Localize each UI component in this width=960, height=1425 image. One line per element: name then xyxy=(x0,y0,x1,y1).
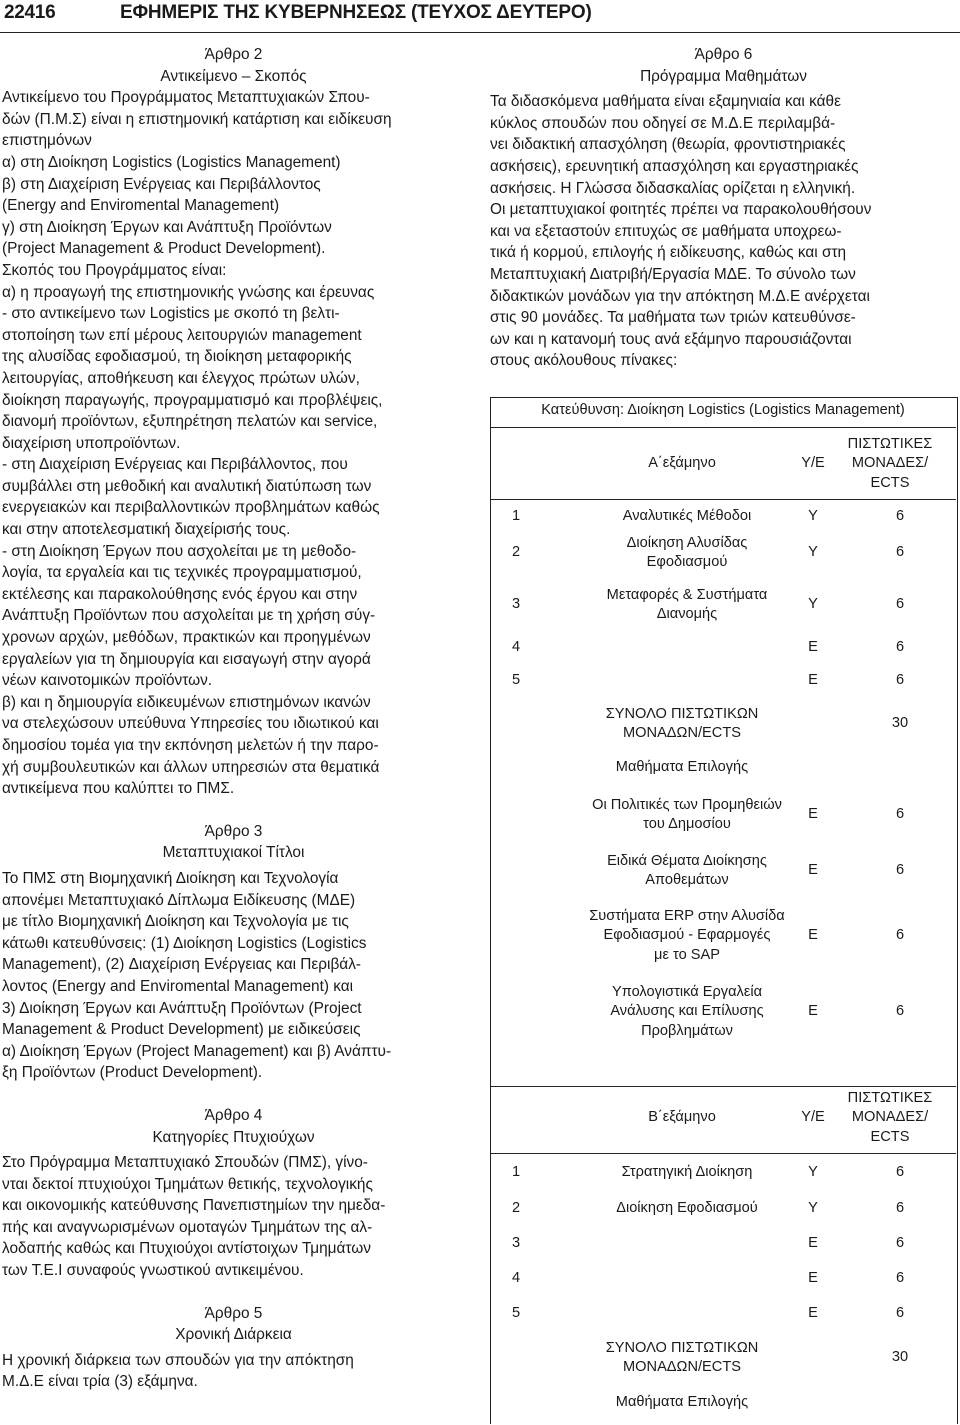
table-row xyxy=(490,1391,956,1415)
article-3-line: 3) Διοίκηση Έργων και Ανάπτυξη Προϊόντων (Project xyxy=(2,999,362,1017)
article-6-line: στους ακόλουθους πίνακες: xyxy=(490,352,678,370)
article-2-line: γ) στη Διοίκηση Έργων και Ανάπτυξη Προϊόντων xyxy=(2,218,332,236)
total-label: ΜΟΝΑΔΩΝ/ECTS xyxy=(623,1359,741,1375)
semester-a-label: Α΄εξάμηνο xyxy=(648,455,716,471)
elective-ects: 6 xyxy=(895,862,905,879)
elective-type: Ε xyxy=(808,862,818,879)
course-ects: 6 xyxy=(895,1235,905,1252)
table-row xyxy=(490,431,956,497)
table-row xyxy=(490,1085,956,1151)
column-ects-header: ECTS xyxy=(870,474,910,491)
course-name: Διοίκηση Εφοδιασμού xyxy=(616,1200,758,1217)
article-3-line: κάτωθι κατευθύνσεις: (1) Διοίκηση Logistics (Logistics xyxy=(2,934,367,952)
article-2-line: Αντικείμενο του Προγράμματος Μεταπτυχιακών Σπου- xyxy=(2,89,370,107)
article-4-line: Στο Πρόγραμμα Μεταπτυχιακό Σπουδών (ΠΜΣ), γίνο- xyxy=(2,1154,368,1172)
elective-name: Ανάλυσης και Επίλυσης xyxy=(610,1003,764,1020)
article-2-line: λογία, τα εργαλεία και τις τεχνικές προγραμματισμού, xyxy=(2,564,362,582)
column-ects-header: ΜΟΝΑΔΕΣ/ xyxy=(851,455,929,472)
table-rule xyxy=(490,427,956,428)
article-2-line: στοποίηση των επί μέρους λειτουργιών management xyxy=(2,326,362,344)
course-type: Υ xyxy=(808,544,818,561)
article-2-line: διοίκηση παραγωγής, προγραμματισμό και προβλέψεις, xyxy=(2,391,383,409)
article-3-line: α) Διοίκηση Έργων (Project Management) και β) Ανάπτυ- xyxy=(2,1042,392,1060)
course-number: 2 xyxy=(512,544,521,561)
electives-label: Μαθήματα Επιλογής xyxy=(615,1394,749,1410)
total-label: ΜΟΝΑΔΩΝ/ECTS xyxy=(623,725,741,741)
course-number: 5 xyxy=(512,672,521,689)
article-2-line: - στη Διοίκηση Έργων που ασχολείται με τη μεθοδο- xyxy=(2,542,357,560)
electives-label: Μαθήματα Επιλογής xyxy=(615,759,749,775)
column-ects-header: ΠΙΣΤΩΤΙΚΕΣ xyxy=(847,1089,933,1106)
elective-name: του Δημοσίου xyxy=(643,816,731,832)
article-2-line: Σκοπός του Προγράμματος είναι: xyxy=(2,261,227,279)
article-3-line: ξη Προϊόντων (Product Development). xyxy=(2,1064,263,1082)
elective-type: Ε xyxy=(808,1003,818,1020)
total-label: ΣΥΝΟΛΟ ΠΙΣΤΩΤΙΚΩΝ xyxy=(605,705,759,722)
article-4-title: Κατηγορίες Πτυχιούχων xyxy=(152,1128,315,1146)
elective-name: Αποθεμάτων xyxy=(645,872,729,888)
article-6-line: στις 90 μονάδες. Τα μαθήματα των τριών κατευθύνσε- xyxy=(490,309,856,327)
course-ects: 6 xyxy=(895,596,905,613)
article-2-line: δών (Π.Μ.Σ) είναι η επιστημονική κατάρτιση και ειδίκευση xyxy=(2,110,392,128)
course-type: Ε xyxy=(808,639,818,656)
course-ects: 6 xyxy=(895,544,905,561)
article-2-line: λειτουργίας, αποθήκευση και έλεγχος πρώτων υλών, xyxy=(2,369,360,387)
course-number: 2 xyxy=(512,1200,521,1217)
article-2-line: διανομή προϊόντων, εξυπηρέτηση πελατών και service, xyxy=(2,413,378,431)
article-2-line: ενεργειακών και περιβαλλοντικών προβλημάτων καθώς xyxy=(2,499,380,517)
table-row xyxy=(490,1160,956,1186)
course-ects: 6 xyxy=(895,1305,905,1322)
spacer xyxy=(2,800,465,821)
column-ects-header: ΜΟΝΑΔΕΣ/ xyxy=(851,1109,929,1126)
article-2-line: να στελεχώσουν υπεύθυνα Υπηρεσίες του ιδιωτικού και xyxy=(2,715,379,733)
course-ects: 6 xyxy=(895,1270,905,1287)
table-rule xyxy=(490,1153,956,1154)
article-6-line: ασκήσεις. Η Γλώσσα διδασκαλίας ορίζεται η ελληνική. xyxy=(490,179,856,197)
elective-type: Ε xyxy=(808,806,818,823)
article-3-line: με τίτλο Βιομηχανική Διοίκηση και Τεχνολογία με τις xyxy=(2,913,349,931)
article-2-line: διαχείριση υποπροϊόντων. xyxy=(2,434,181,452)
article-6-title: Πρόγραμμα Μαθημάτων xyxy=(640,67,807,85)
column-ects-header: ECTS xyxy=(870,1128,910,1145)
semester-b-label: Β΄εξάμηνο xyxy=(648,1109,716,1125)
page-number: 22416 xyxy=(4,2,56,23)
article-2-line: δημοσίου τομέα για την εκπόνηση μελετών ή την παρο- xyxy=(2,737,379,754)
table-caption: Κατεύθυνση: Διοίκηση Logistics (Logistics Management) xyxy=(541,402,905,418)
course-name: Διανομής xyxy=(656,606,718,622)
table-row xyxy=(490,979,956,1045)
article-2-line: συμβάλλει στη μεθοδική και αναλυτική διατύπωση των xyxy=(2,477,372,495)
article-6-line: κύκλος σπουδών που οδηγεί σε Μ.Δ.Ε περιλαμβά- xyxy=(490,114,836,132)
table-row xyxy=(490,666,956,696)
column-ects-header: ΠΙΣΤΩΤΙΚΕΣ xyxy=(847,435,933,452)
article-6-line: Τα διδασκόμενα μαθήματα είναι εξαμηνιαία και κάθε xyxy=(490,93,841,111)
table-row xyxy=(490,1266,956,1292)
elective-ects: 6 xyxy=(895,1003,905,1020)
article-3-line: λοντος (Energy and Enviromental Management) και xyxy=(2,977,354,995)
table-row xyxy=(490,1231,956,1257)
table-row xyxy=(490,1336,956,1380)
total-label: ΣΥΝΟΛΟ ΠΙΣΤΩΤΙΚΩΝ xyxy=(605,1339,759,1356)
course-name: Εφοδιασμού xyxy=(646,554,728,570)
article-3-line: Το ΠΜΣ στη Βιομηχανική Διοίκηση και Τεχνολογία xyxy=(2,869,339,887)
article-2-line: α) στη Διοίκηση Logistics (Logistics Management) xyxy=(2,153,341,171)
article-5-heading: Άρθρο 5 xyxy=(204,1304,263,1322)
article-2-line: β) και η δημιουργία ειδικευμένων επιστημόνων ικανών xyxy=(2,693,371,711)
table-row xyxy=(490,532,956,574)
article-2-line: β) στη Διαχείριση Ενέργειας και Περιβάλλοντος xyxy=(2,175,321,193)
elective-name: Υπολογιστικά Εργαλεία xyxy=(611,983,763,1000)
table-row xyxy=(490,792,956,838)
article-2-heading: Άρθρο 2 xyxy=(204,46,263,63)
article-2-line: - στο αντικείμενο των Logistics με σκοπό τη βελτι- xyxy=(2,305,340,323)
course-number: 4 xyxy=(512,1270,521,1287)
article-6-line: ων και η κατανομή τους ανά εξάμηνο παρουσιάζονται xyxy=(490,330,852,348)
spacer xyxy=(2,1282,465,1303)
left-column xyxy=(2,44,465,1393)
column-type-header: Υ/Ε xyxy=(801,1109,825,1125)
table-row xyxy=(490,1196,956,1222)
page-header xyxy=(0,0,960,36)
right-column xyxy=(490,44,957,372)
course-type: Υ xyxy=(808,1200,818,1217)
table-row xyxy=(490,848,956,894)
course-ects: 6 xyxy=(895,1164,905,1181)
course-name: Μεταφορές & Συστήματα xyxy=(606,586,768,603)
elective-name: Εφοδιασμού - Εφαρμογές xyxy=(603,927,771,944)
table-row xyxy=(490,903,956,969)
elective-type: Ε xyxy=(808,927,818,944)
article-2-line: (Project Management & Product Development). xyxy=(2,240,326,258)
elective-name: Ειδικά Θέματα Διοίκησης xyxy=(607,852,767,869)
total-value: 30 xyxy=(891,715,909,731)
course-type: Ε xyxy=(808,1305,818,1322)
gazette-title: ΕΦΗΜΕΡΙΣ ΤΗΣ ΚΥΒΕΡΝΗΣΕΩΣ (ΤΕΥΧΟΣ ΔΕΥΤΕΡΟ) xyxy=(120,2,592,23)
article-2-line: χρονων αρχών, μεθόδων, πρακτικών και προηγμένων xyxy=(2,629,371,647)
table-row xyxy=(490,702,956,746)
header-rule xyxy=(0,32,960,33)
course-number: 1 xyxy=(512,508,521,525)
table-rule xyxy=(490,499,956,500)
article-6-line: διδακτικών μονάδων για την απόκτηση Μ.Δ.Ε ανέρχεται xyxy=(490,287,870,305)
article-6-line: ασκήσεις), ερευνητική απασχόληση και εργαστηριακές xyxy=(490,157,859,175)
article-6-line: νει διδακτική απασχόληση (θεωρία, φροντιστηριακές xyxy=(490,136,846,154)
article-2-line: και στην αποτελεσματική διαχείρισής τους. xyxy=(2,521,291,539)
article-2-line: της αλυσίδας εφοδιασμού, τη διοίκηση μεταφορικής xyxy=(2,348,352,366)
elective-name: Προβλημάτων xyxy=(641,1022,733,1039)
table-row xyxy=(490,633,956,663)
course-name: Στρατηγική Διοίκηση xyxy=(621,1164,753,1181)
course-type: Ε xyxy=(808,672,818,689)
article-5-title: Χρονική Διάρκεια xyxy=(175,1326,292,1344)
article-3-line: Management), (2) Διαχείριση Ενέργειας και Περιβάλ- xyxy=(2,956,362,974)
course-ects: 6 xyxy=(895,508,905,525)
article-3-line: απονέμει Μεταπτυχιακό Δίπλωμα Ειδίκευσης (ΜΔΕ) xyxy=(2,891,356,909)
article-4-heading: Άρθρο 4 xyxy=(204,1106,263,1124)
course-number: 3 xyxy=(512,596,521,613)
course-name: Αναλυτικές Μέθοδοι xyxy=(622,508,752,525)
article-5-line: Μ.Δ.Ε είναι τρία (3) εξάμηνα. xyxy=(2,1373,198,1391)
article-2-title: Αντικείμενο – Σκοπός xyxy=(160,67,307,85)
course-type: Υ xyxy=(808,1164,818,1181)
course-ects: 6 xyxy=(895,1200,905,1217)
article-2-line: (Energy and Enviromental Management) xyxy=(2,197,280,215)
table-row xyxy=(490,1301,956,1327)
article-2-line: χή συμβουλευτικών και άλλων υπηρεσιών στα θεματικά xyxy=(2,758,380,776)
article-4-line: νται δεκτοί πτυχιούχοι Τμημάτων θετικής, τεχνολογικής xyxy=(2,1175,373,1193)
article-2-line: εργαλείων για τη δημιουργία και εισαγωγή στην αγορά xyxy=(2,650,371,668)
article-3-line: Management & Product Development) με ειδικεύσεις xyxy=(2,1021,361,1039)
course-type: Ε xyxy=(808,1235,818,1252)
article-2-line: Ανάπτυξη Προϊόντων που ασχολείται με τη χρήση σύγ- xyxy=(2,607,376,625)
elective-ects: 6 xyxy=(895,806,905,823)
table-row xyxy=(490,756,956,780)
course-number: 3 xyxy=(512,1235,521,1252)
article-2-line: νέων καινοτομικών προϊόντων. xyxy=(2,672,213,690)
course-type: Ε xyxy=(808,1270,818,1287)
article-2-line: εκτέλεσης και παρακολούθησης ενός έργου και στην xyxy=(2,585,358,603)
article-5-line: Η χρονική διάρκεια των σπουδών για την απόκτηση xyxy=(2,1351,354,1369)
elective-ects: 6 xyxy=(895,927,905,944)
course-name: Διοίκηση Αλυσίδας xyxy=(626,534,748,551)
spacer xyxy=(2,1084,465,1105)
column-type-header: Υ/Ε xyxy=(801,455,825,471)
article-3-heading: Άρθρο 3 xyxy=(204,822,263,840)
table-row xyxy=(490,503,956,531)
article-2-line: επιστημόνων xyxy=(2,132,92,150)
course-ects: 6 xyxy=(895,672,905,689)
article-2-line: α) η προαγωγή της επιστημονικής γνώσης και έρευνας xyxy=(2,283,375,301)
article-4-line: πής και αναγνωρισμένων ομοταγών Τμημάτων της αλ- xyxy=(2,1218,373,1236)
article-6-line: τικά ή κορμού, επιλογής ή ειδίκευσης, καθώς και στη xyxy=(490,244,847,262)
article-6-line: και να εξεταστούν επιτυχώς σε μαθήματα υποχρεω- xyxy=(490,222,842,240)
total-value: 30 xyxy=(891,1349,909,1365)
elective-name: με το SAP xyxy=(654,946,720,963)
article-6-line: Μεταπτυχιακή Διατριβή/Εργασία ΜΔΕ. Το σύνολο των xyxy=(490,265,856,283)
table-row xyxy=(490,580,956,630)
article-2-line: - στη Διαχείριση Ενέργειας και Περιβάλλοντος, που xyxy=(2,456,348,474)
course-ects: 6 xyxy=(895,639,905,656)
article-4-line: των Τ.Ε.Ι συναφούς γνωστικού αντικειμένου. xyxy=(2,1262,304,1280)
course-type: Υ xyxy=(808,596,818,613)
article-3-title: Μεταπτυχιακοί Τίτλοι xyxy=(162,844,305,862)
article-6-line: Οι μεταπτυχιακοί φοιτητές πρέπει να παρακολουθήσουν xyxy=(490,201,872,219)
elective-name: Συστήματα ERP στην Αλυσίδα xyxy=(589,907,785,924)
course-number: 4 xyxy=(512,639,521,656)
course-number: 1 xyxy=(512,1164,521,1181)
article-4-line: και οικονομικής κατεύθυνσης Πανεπιστημίων την ημεδα- xyxy=(2,1197,386,1215)
article-6-heading: Άρθρο 6 xyxy=(694,46,753,63)
course-number: 5 xyxy=(512,1305,521,1322)
article-2-line: αντικείμενα που καλύπτει το ΠΜΣ. xyxy=(2,780,235,798)
course-type: Υ xyxy=(808,508,818,525)
article-4-line: λοδαπής καθώς και Πτυχιούχοι αντίστοιχων Τμημάτων xyxy=(2,1240,371,1258)
elective-name: Οι Πολιτικές των Προμηθειών xyxy=(592,796,782,813)
